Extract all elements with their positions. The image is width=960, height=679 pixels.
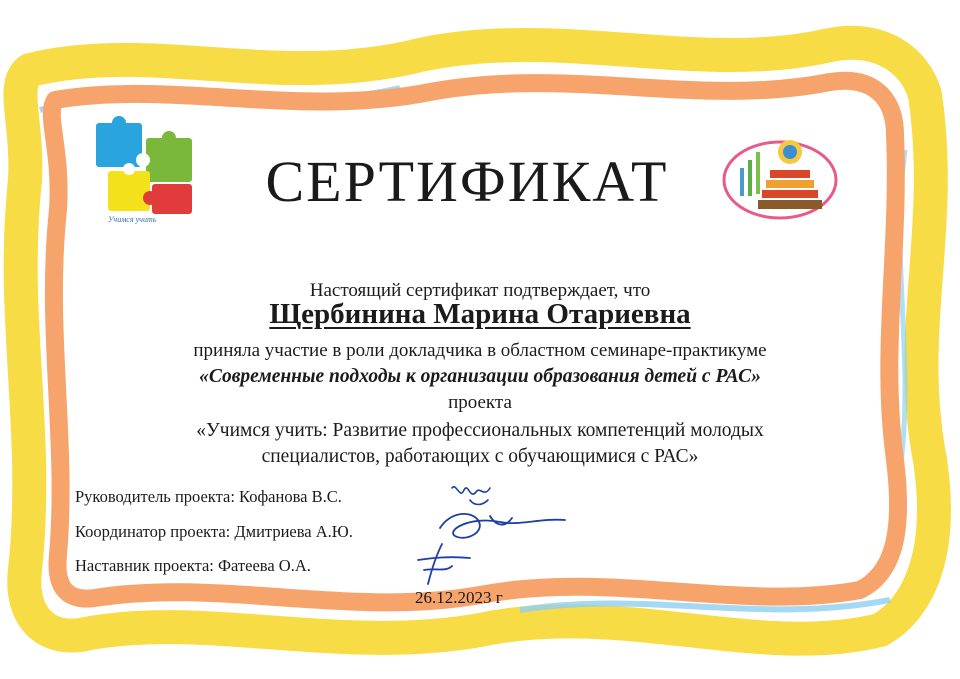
intro-text: Настоящий сертификат подтверждает, что — [309, 280, 651, 301]
project-title-line-1: «Учимся учить: Развитие профессиональных компетенций молодых — [196, 420, 764, 441]
recipient-name — [80, 298, 880, 331]
recipient-name-text: Щербинина Марина Отариевна — [269, 298, 691, 330]
certificate-title: СЕРТИФИКАТ — [265, 149, 669, 214]
project-title — [120, 418, 840, 470]
certificate-date: 26.12.2023 г — [415, 588, 503, 607]
project-label: проекта — [448, 392, 512, 413]
role-text: приняла участие в роли докладчика в областном семинаре-практикуме — [193, 340, 767, 361]
signatory-coordinator: Координатор проекта: Дмитриева А.Ю. — [75, 522, 353, 541]
logo-caption: Учимся учить — [108, 215, 157, 224]
project-title-line-2: специалистов, работающих с обучающимися с РАС» — [261, 446, 699, 467]
signatory-project-head: Руководитель проекта: Кофанова В.С. — [75, 487, 342, 506]
seminar-title: «Современные подходы к организации образования детей с РАС» — [199, 366, 761, 387]
signatory-mentor: Наставник проекта: Фатеева О.А. — [75, 556, 311, 575]
